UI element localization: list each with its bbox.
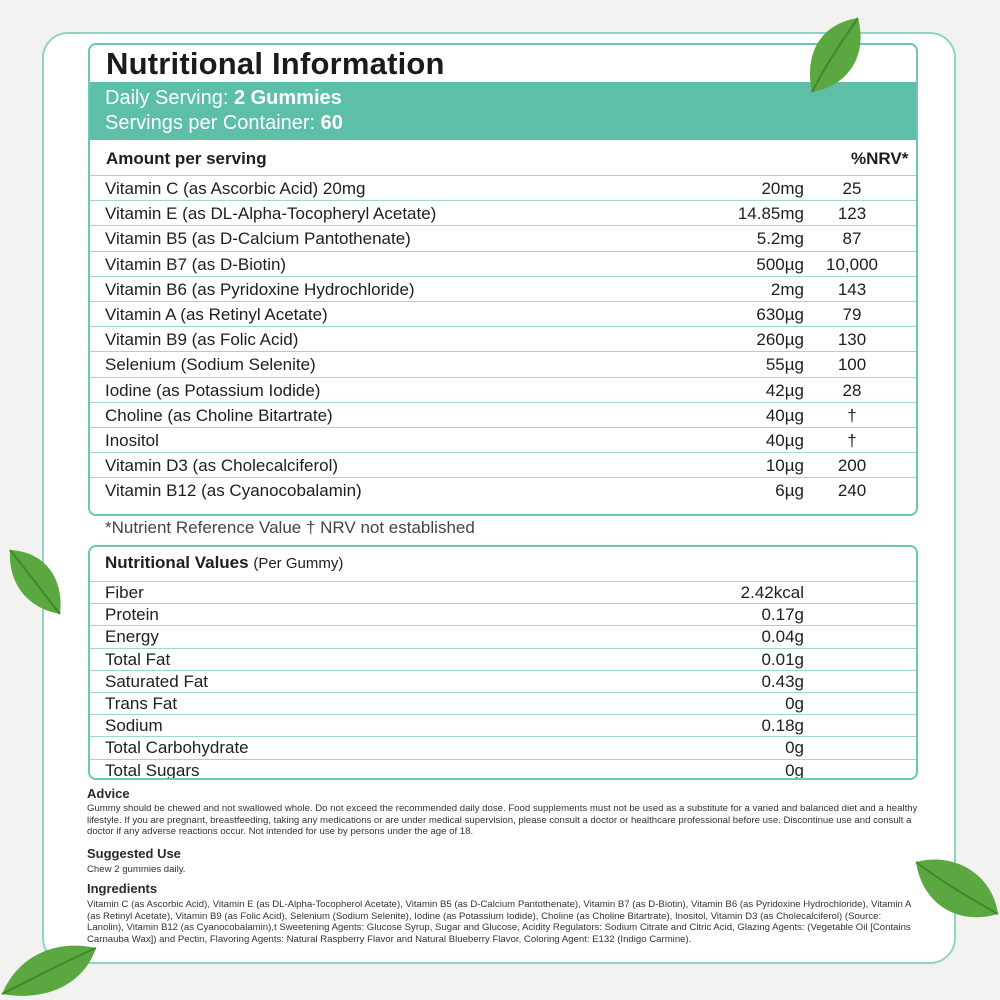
nutritional-value-amount: 0.01g [761, 649, 804, 669]
nutrient-nrv: 28 [842, 380, 862, 400]
nutrient-amount: 40µg [765, 405, 804, 425]
daily-serving [105, 85, 342, 111]
table-row [90, 301, 916, 326]
nutritional-value-amount: 0.04g [761, 627, 804, 647]
nutritional-value-name: Trans Fat [105, 694, 178, 713]
nutrient-nrv: 87 [842, 229, 862, 249]
nutrient-nrv: 143 [837, 279, 867, 299]
nutritional-values-heading: Nutritional Values [105, 553, 249, 572]
table-row [90, 736, 916, 758]
table-row [90, 625, 916, 647]
nutrient-name: Vitamin B5 (as D-Calcium Pantothenate) [105, 229, 411, 249]
table-row [90, 251, 916, 276]
nutritional-value-amount: 0g [785, 760, 804, 780]
nutrient-name: Inositol [105, 431, 159, 450]
nutrient-nrv: 25 [842, 179, 862, 198]
table-row [90, 692, 916, 714]
table-row [90, 175, 916, 200]
nutrient-name: Vitamin B6 (as Pyridoxine Hydrochloride) [105, 279, 415, 299]
nrv-header: %NRV* [851, 149, 909, 168]
nutrient-nrv: 10,000 [826, 254, 878, 274]
leaf-icon [912, 852, 1000, 930]
nutritional-value-amount: 0.17g [761, 605, 804, 625]
nutrient-name: Vitamin E (as DL-Alpha-Tocopheryl Acetate) [105, 204, 437, 224]
table-row [90, 603, 916, 625]
table-row [90, 477, 916, 502]
nutritional-value-name: Energy [105, 627, 159, 647]
nutrient-amount: 260µg [756, 330, 804, 350]
table-row [90, 670, 916, 692]
nutrient-name: Selenium (Sodium Selenite) [105, 355, 316, 375]
nutrient-name: Vitamin D3 (as Cholecalciferol) [105, 456, 339, 476]
daily-serving-value: 2 Gummies [233, 87, 342, 109]
nutritional-values-title [105, 547, 343, 579]
nutrition-info-panel [88, 43, 918, 516]
table-row [90, 427, 916, 452]
nutrient-amount: 40µg [765, 431, 804, 450]
amount-header: Amount per serving [106, 149, 267, 168]
advice-heading: Advice [87, 786, 130, 801]
nutrient-nrv: 240 [837, 481, 867, 501]
nutritional-values-subtitle: (Per Gummy) [253, 555, 344, 572]
nutrient-nrv: 100 [837, 355, 867, 375]
nutrient-name: Vitamin B7 (as D-Biotin) [105, 254, 287, 274]
nutritional-value-amount: 0g [785, 694, 804, 713]
table-row [90, 648, 916, 670]
ingredients-text: Vitamin C (as Ascorbic Acid), Vitamin E (as DL-Alpha-Tocopherol Acetate), Vitamin B5 (as D-Calcium Pantothenate), Vitamin B7 (as D-Biotin), Vitamin B6 (as Pyridoxine Hydrochloride), Vitamin A (as Retinyl Acetate), Vitamin B9 (as Folic Acid), Selenium (Sodium Selenite), Iodine (as Potassium Iodide), Choline (as Choline Bitartrate), Inositol, Vitamin D3 (as Cholecalciferol) (Source: Lanolin), Vitamin B12 (as Cyanocobalamin),t Sweetening Agents: Glucose Syrup, Sugar and Glucose, Acidity Regulators: Sodium Citrate and Citric Acid, Glazing Agents: (Vegetable Oil [Contains Carnauba Wax]) and Pectin, Flavoring Agents: Natural Raspberry Flavor and Natural Blueberry Flavor, Coloring Agent: E132 (Indigo Carmine). [87, 899, 911, 945]
nutritional-value-amount: 0g [785, 738, 804, 758]
table-row [90, 759, 916, 780]
servings-per-container [105, 110, 343, 136]
nutrient-amount: 5.2mg [756, 229, 804, 249]
advice-text: Gummy should be chewed and not swallowed whole. Do not exceed the recommended daily dose. Food supplements must not be used as a substitute for a varied and balanced diet and a healthy lifestyle. If you are pregnant, breastfeeding, taking any medications or are under medical supervision, please consult a doctor or healthcare professional before use. Discontinue use and consult a doctor if any adverse reactions occur. Not intended for use by persons under the age of 18. [87, 803, 918, 838]
table-header [106, 145, 916, 173]
nutrient-amount: 14.85mg [737, 204, 804, 224]
nutrient-name: Vitamin C (as Ascorbic Acid) 20mg [105, 179, 366, 198]
leaf-icon [800, 14, 870, 100]
daily-serving-label: Daily Serving: [105, 87, 234, 109]
nutrient-name: Vitamin B12 (as Cyanocobalamin) [105, 481, 362, 501]
nrv-footnote: *Nutrient Reference Value † NRV not established [105, 518, 475, 537]
nutrient-amount: 630µg [756, 305, 804, 324]
nutritional-values-panel [88, 545, 918, 780]
table-row [90, 276, 916, 301]
table-row [90, 225, 916, 250]
nutrient-name: Vitamin B9 (as Folic Acid) [105, 330, 299, 350]
leaf-icon [0, 938, 100, 1000]
servings-per-container-value: 60 [320, 112, 343, 134]
page-title: Nutritional Information [106, 46, 445, 81]
suggested-use-text: Chew 2 gummies daily. [87, 864, 186, 875]
table-row [90, 402, 916, 427]
table-row [90, 351, 916, 376]
serving-band [90, 82, 916, 140]
nutrient-nrv: 200 [837, 456, 867, 476]
nutrient-amount: 2mg [770, 279, 804, 299]
nutrient-amount: 20mg [761, 179, 804, 198]
nutritional-value-name: Total Carbohydrate [105, 738, 249, 758]
nutritional-value-name: Protein [105, 605, 159, 625]
table-row [90, 377, 916, 402]
nutritional-value-name: Fiber [105, 583, 144, 602]
nutritional-value-amount: 2.42kcal [740, 583, 804, 602]
table-row [90, 714, 916, 736]
nutrient-nrv: † [847, 431, 857, 450]
table-row [90, 452, 916, 477]
nutrient-nrv: 79 [842, 305, 862, 324]
nutrient-nrv: † [847, 405, 857, 425]
servings-per-container-label: Servings per Container: [105, 112, 321, 134]
table-row [90, 581, 916, 603]
nutritional-value-name: Saturated Fat [105, 671, 209, 691]
suggested-use-heading: Suggested Use [87, 846, 181, 861]
nutrient-name: Choline (as Choline Bitartrate) [105, 405, 333, 425]
nutritional-value-name: Sodium [105, 716, 163, 736]
nutritional-value-amount: 0.18g [761, 716, 804, 736]
nutrient-name: Iodine (as Potassium Iodide) [105, 380, 321, 400]
nutritional-value-amount: 0.43g [761, 671, 804, 691]
nutritional-value-name: Total Fat [105, 649, 171, 669]
table-row [90, 326, 916, 351]
nutrient-nrv: 123 [837, 204, 867, 224]
leaf-icon [4, 546, 66, 618]
ingredients-heading: Ingredients [87, 881, 158, 896]
nutrient-amount: 10µg [765, 456, 804, 476]
nutritional-value-name: Total Sugars [105, 760, 200, 780]
nutrient-amount: 500µg [756, 254, 804, 274]
nutrient-amount: 55µg [765, 355, 804, 375]
nutrient-amount: 6µg [775, 481, 804, 501]
nutrient-nrv: 130 [837, 330, 867, 350]
nutrient-amount: 42µg [765, 380, 804, 400]
table-row [90, 200, 916, 225]
nutrient-name: Vitamin A (as Retinyl Acetate) [105, 305, 328, 324]
